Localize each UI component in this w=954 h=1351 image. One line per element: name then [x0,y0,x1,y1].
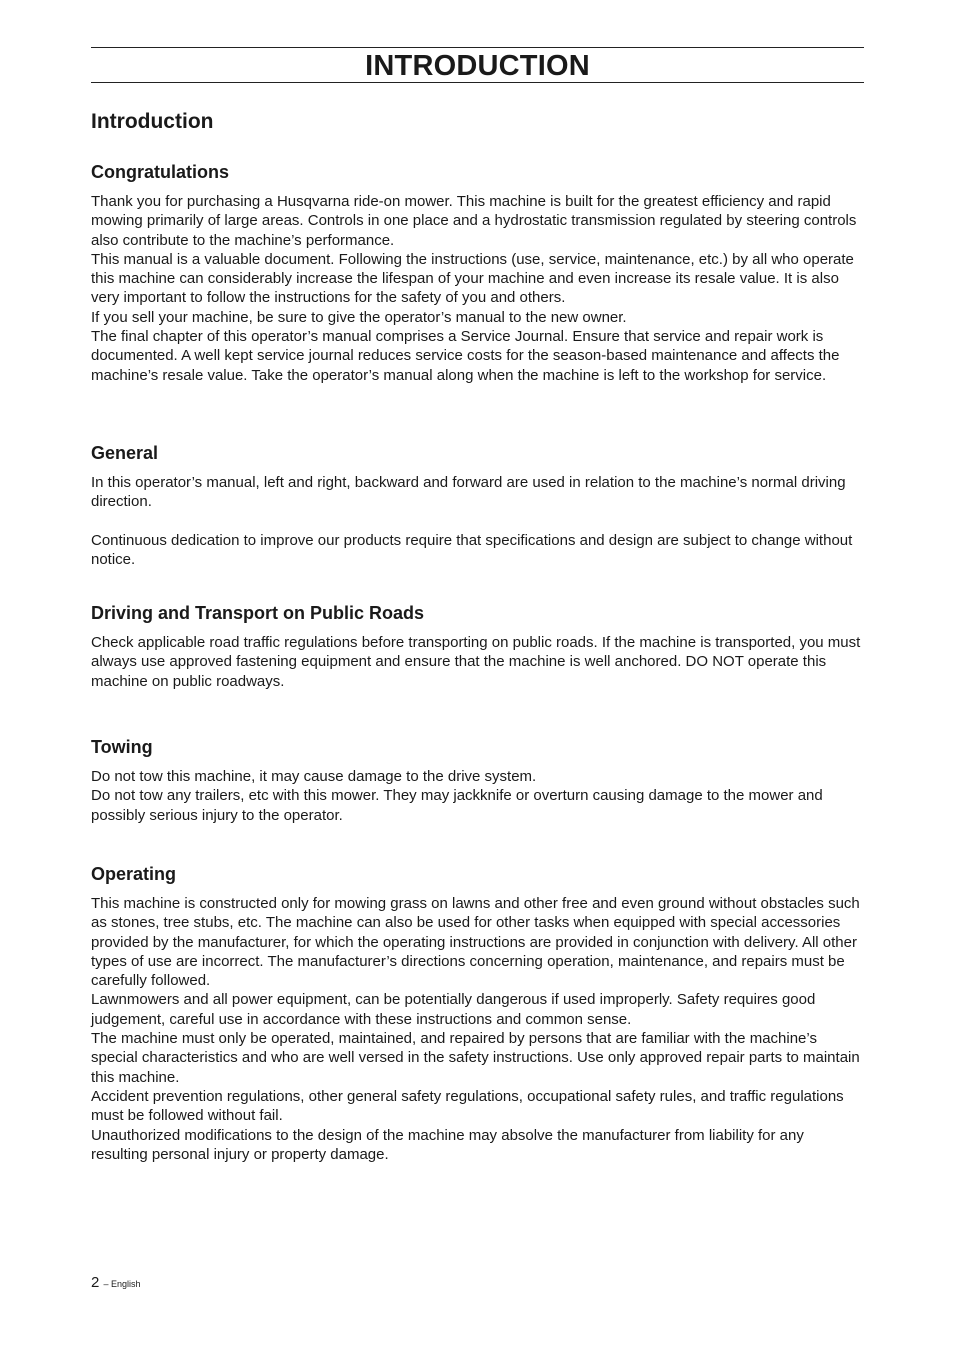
section-general [91,442,861,569]
paragraph: Accident prevention regulations, other general safety regulations, occupational safety rules, and traffic regulations must be followed without fail. [91,1087,844,1125]
heading-general: General [91,443,159,463]
page-title: INTRODUCTION [365,50,590,82]
paragraph: Continuous dedication to improve our products require that specifications and design are subject to change without notice. [91,531,853,568]
heading-towing: Towing [91,737,153,757]
paragraph: Lawnmowers and all power equipment, can be potentially dangerous if used improperly. Safety requires good judgement, careful use in accordance with these instructions and common sense. [91,991,816,1028]
paragraph: Do not tow this machine, it may cause damage to the drive system. [91,768,537,785]
paragraph: The machine must only be operated, maintained, and repaired by persons that are familiar with the machine’s special characteristics and who are well versed in the safety instructions. Use only approved repair parts to maintain this machine. [91,1030,860,1086]
section-driving-transport [91,602,861,691]
paragraph: This manual is a valuable document. Following the instructions (use, service, maintenance, etc.) by all who operate this machine can considerably increase the lifespan of your machine and even increase its resale value. It is also very important to follow the instructions for the safety of you and others. [91,250,854,307]
page-header [91,47,864,83]
section-congratulations [91,161,861,385]
paragraph: Check applicable road traffic regulations before transporting on public roads. If the machine is transported, you must always use approved fastening equipment and ensure that the machine is well anchored. DO NOT operate this machine on public roadways. [91,634,861,690]
footer-language: – English [103,1279,141,1289]
page-number: 2 [91,1274,100,1291]
paragraph: If you sell your machine, be sure to give the operator’s manual to the new owner. [91,308,627,326]
heading-driving-transport: Driving and Transport on Public Roads [91,603,425,623]
paragraph: In this operator’s manual, left and right, backward and forward are used in relation to the machine’s normal driving direction. [91,474,846,511]
section-towing [91,736,861,825]
section-operating [91,863,861,1164]
page-footer [91,1274,141,1293]
section-title: Introduction [91,110,214,133]
heading-operating: Operating [91,864,177,884]
paragraph: Do not tow any trailers, etc with this mower. They may jackknife or overturn causing damage to the mower and possibly serious injury to the operator. [91,787,823,824]
paragraph: Unauthorized modifications to the design of the machine may absolve the manufacturer from liability for any resulting personal injury or property damage. [91,1126,804,1163]
paragraph: This machine is constructed only for mowing grass on lawns and other free and even ground without obstacles such as stones, tree stubs, etc. The machine can also be used for other tasks when equipped with special accessories provided by the manufacturer, for which the operating instructions are provided in conjunction with delivery. All other types of use are incorrect. The manufacturer’s directions concerning operation, maintenance, and repairs must be carefully followed. [91,895,860,990]
heading-congratulations: Congratulations [91,162,229,182]
paragraph: The final chapter of this operator’s manual comprises a Service Journal. Ensure that service and repair work is documented. A well kept service journal reduces service costs for the season-based maintenance and affects the machine’s resale value. Take the operator’s manual along when the machine is left to the workshop for service. [91,328,840,384]
paragraph: Thank you for purchasing a Husqvarna ride-on mower. This machine is built for the greatest efficiency and rapid mowing primarily of large areas. Controls in one place and a hydrostatic transmission regulated by steering controls also contribute to the machine’s performance. [91,193,857,249]
